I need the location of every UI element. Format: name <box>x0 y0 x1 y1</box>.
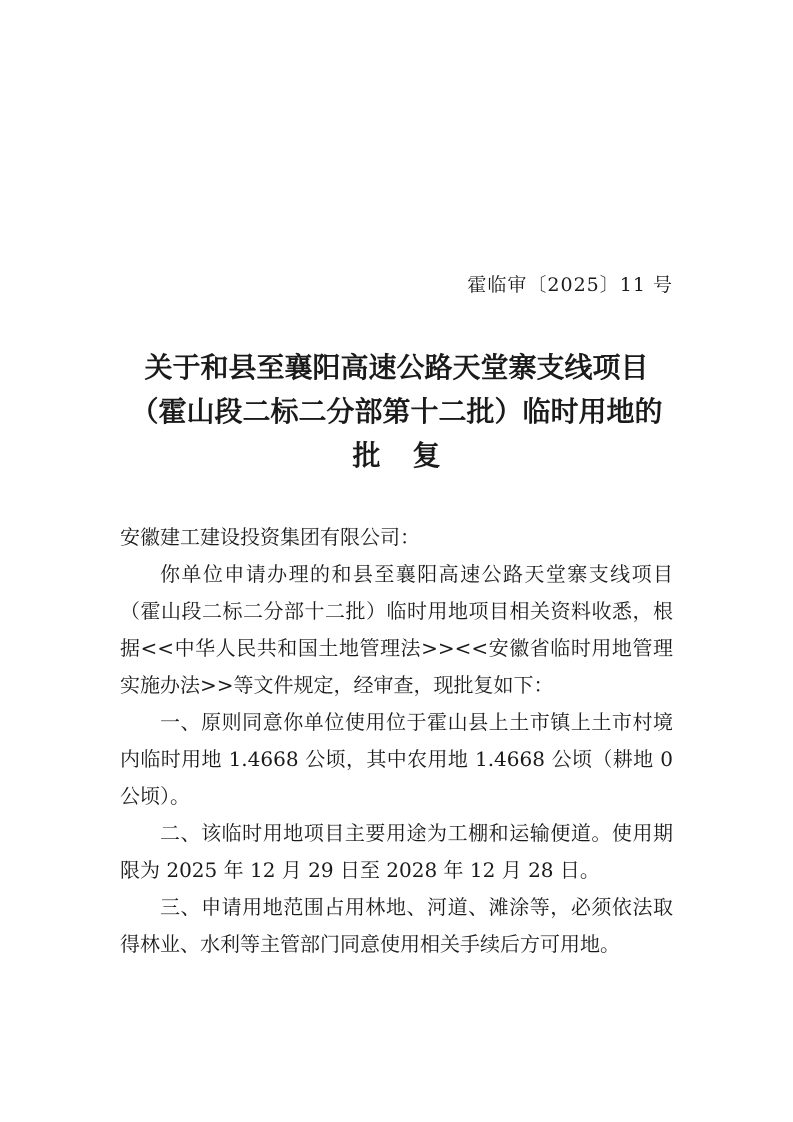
title-line-2: （霍山段二标二分部第十二批）临时用地的 <box>130 395 663 428</box>
paragraph-intro: 你单位申请办理的和县至襄阳高速公路天堂寨支线项目（霍山段二标二分部十二批）临时用地项目相关资料收悉，根据<<中华人民共和国土地管理法>><<安徽省临时用地管理实施办法>>等文件规定，经审查，现批复如下： <box>120 562 673 697</box>
document-title <box>120 346 673 478</box>
paragraph-item-1: 一、原则同意你单位使用位于霍山县上土市镇上土市村境内临时用地 1.4668 公顷，其中农用地 1.4668 公顷（耕地 0 公顷）。 <box>120 710 673 808</box>
paragraph-item-3: 三、申请用地范围占用林地、河道、滩涂等，必须依法取得林业、水利等主管部门同意使用相关手续后方可用地。 <box>120 895 673 956</box>
paragraph-item-2: 二、该临时用地项目主要用途为工棚和运输便道。使用期限为 2025 年 12 月 29 日至 2028 年 12 月 28 日。 <box>120 821 673 882</box>
title-line-1: 关于和县至襄阳高速公路天堂寨支线项目 <box>144 351 649 384</box>
recipient: 安徽建工建设投资集团有限公司： <box>120 525 420 549</box>
title-line-3: 批复 <box>352 439 473 472</box>
document-number: 霍临审〔2025〕11 号 <box>467 274 673 296</box>
document-body <box>120 519 673 963</box>
